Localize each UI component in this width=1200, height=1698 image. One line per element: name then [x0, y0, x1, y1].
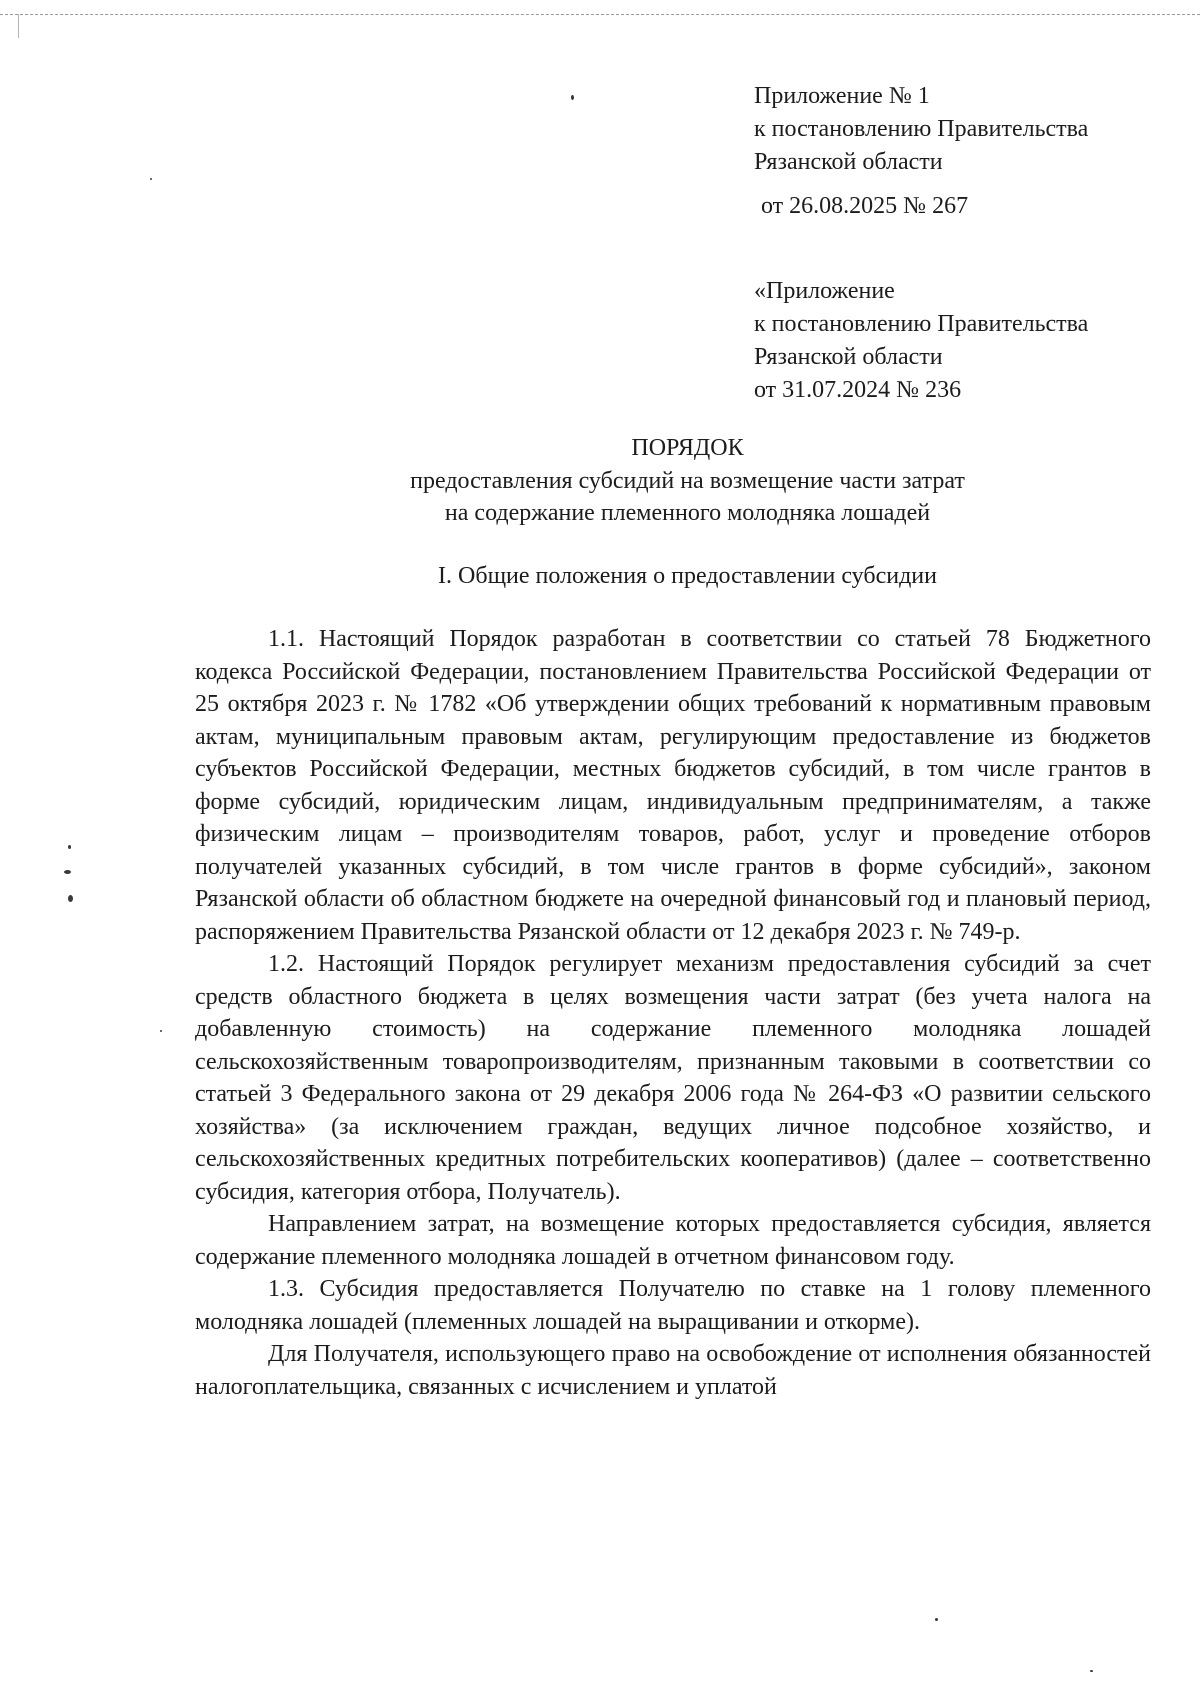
- appendix-2-header: [754, 275, 1088, 407]
- scan-border-edge: [18, 14, 19, 38]
- paragraph-1-2: 1.2. Настоящий Порядок регулирует механизм предоставления субсидий за счет средств областного бюджета в целях возмещения части затрат (без учета налога на добавленную стоимость) на содержание племенного молодняка лошадей сельскохозяйственным товаропроизводителям, признанным таковыми в соответствии со статьей 3 Федерального закона от 29 декабря 2006 года № 264-ФЗ «О развитии сельского хозяйства» (за исключением граждан, ведущих личное подсобное хозяйство, и сельскохозяйственных кредитных потребительских кооперативов) (далее – соответственно субсидия, категория отбора, Получатель).: [195, 951, 1151, 1205]
- scan-speck: [68, 895, 73, 902]
- scan-speck: [68, 845, 71, 849]
- appendix-2-line: к постановлению Правительства: [754, 311, 1089, 337]
- document-body: [195, 623, 1151, 1403]
- appendix-1-line: Приложение № 1: [754, 83, 930, 109]
- scan-speck: [935, 1618, 938, 1621]
- paragraph-1-1: 1.1. Настоящий Порядок разработан в соответствии со статьей 78 Бюджетного кодекса Российской Федерации, постановлением Правительства Российской Федерации от 25 октября 2023 г. № 1782 «Об утверждении общих требований к нормативным правовым актам, муниципальным правовым актам, регулирующим предоставление из бюджетов субъектов Российской Федерации, местных бюджетов субсидий, в том числе грантов в форме субсидий, юридическим лицам, индивидуальным предпринимателям, а также физическим лицам – производителям товаров, работ, услуг и проведение отборов получателей указанных субсидий, в том числе грантов в форме субсидий», законом Рязанской области об областном бюджете на очередной финансовый год и плановый период, распоряжением Правительства Рязанской области от 12 декабря 2023 г. № 749-р.: [195, 626, 1151, 945]
- paragraph-1-3: 1.3. Субсидия предоставляется Получателю по ставке на 1 голову племенного молодняка лошадей (племенных лошадей на выращивании и откорме).: [195, 1276, 1151, 1335]
- section-heading: I. Общие положения о предоставлении субсидии: [438, 563, 937, 589]
- appendix-1-header: [754, 80, 1088, 179]
- document-subtitle-line: на содержание племенного молодняка лошадей: [444, 500, 931, 526]
- appendix-1-line: к постановлению Правительства: [754, 116, 1089, 142]
- paragraph-expense-direction: Направлением затрат, на возмещение которых предоставляется субсидия, является содержание племенного молодняка лошадей в отчетном финансовом году.: [195, 1211, 1151, 1270]
- scan-speck: [64, 870, 71, 874]
- appendix-2-line: «Приложение: [754, 278, 895, 304]
- scan-speck: [1090, 1670, 1093, 1672]
- document-title: ПОРЯДОК: [631, 435, 744, 461]
- scan-border-line: [0, 14, 1200, 15]
- appendix-2-line: Рязанской области: [754, 344, 943, 370]
- document-subtitle-line: предоставления субсидий на возмещение части затрат: [410, 468, 965, 494]
- scan-speck: [571, 95, 574, 100]
- scan-speck: [160, 1030, 162, 1032]
- appendix-1-date: [761, 190, 968, 223]
- paragraph-tax-exemption: Для Получателя, использующего право на освобождение от исполнения обязанностей налогоплательщика, связанных с исчислением и уплатой: [195, 1341, 1151, 1400]
- appendix-2-line: от 31.07.2024 № 236: [754, 377, 962, 403]
- appendix-1-line: Рязанской области: [754, 149, 943, 175]
- scan-speck: [150, 178, 152, 180]
- document-subtitle: [195, 465, 1180, 529]
- appendix-1-date-text: от 26.08.2025 № 267: [761, 193, 969, 219]
